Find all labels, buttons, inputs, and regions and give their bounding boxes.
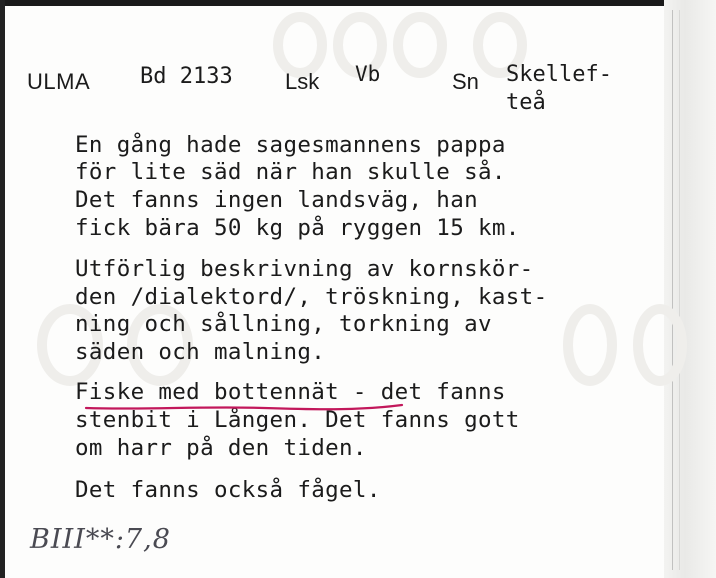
paragraph-1-line-4: fick bära 50 kg på ryggen 15 km. bbox=[75, 215, 520, 241]
scan-edge-left bbox=[0, 0, 5, 578]
province-label: Lsk bbox=[285, 69, 320, 94]
province-value: Vb bbox=[355, 62, 381, 86]
red-underline-mark bbox=[84, 402, 404, 414]
paragraph-4-line-1: Det fanns också fågel. bbox=[75, 477, 381, 503]
archive-code: ULMA bbox=[27, 69, 91, 94]
parish-value-line-1: Skellef- bbox=[506, 62, 612, 87]
paragraph-1-line-2: för lite säd när han skulle så. bbox=[75, 159, 506, 185]
paragraph-3-line-3: om harr på den tiden. bbox=[75, 435, 367, 461]
paragraph-2-line-4: säden och malning. bbox=[75, 339, 326, 365]
parish-value-line-2: teå bbox=[506, 90, 546, 115]
paragraph-1-line-3: Det fanns ingen landsväg, han bbox=[75, 187, 478, 213]
parish-label: Sn bbox=[452, 69, 479, 94]
volume-number: Bd 2133 bbox=[140, 64, 233, 89]
paragraph-3-line-2: stenbit i Lången. Det fanns gott bbox=[75, 407, 520, 433]
paragraph-2-line-3: ning och sållning, torkning av bbox=[75, 311, 492, 337]
paragraph-3-line-1: Fiske med bottennät - det fanns bbox=[75, 379, 506, 405]
paragraph-2-line-2: den /dialektord/, tröskning, kast- bbox=[75, 284, 548, 310]
paragraph-2-line-1: Utförlig beskrivning av kornskör- bbox=[75, 256, 534, 282]
scan-edge-top bbox=[0, 0, 716, 6]
card-edge-line bbox=[672, 10, 673, 570]
handwritten-classification: BIII**:7,8 bbox=[30, 524, 171, 555]
paragraph-1-line-1: En gång hade sagesmannens pappa bbox=[75, 132, 506, 158]
card-edge-line-secondary bbox=[679, 10, 680, 570]
